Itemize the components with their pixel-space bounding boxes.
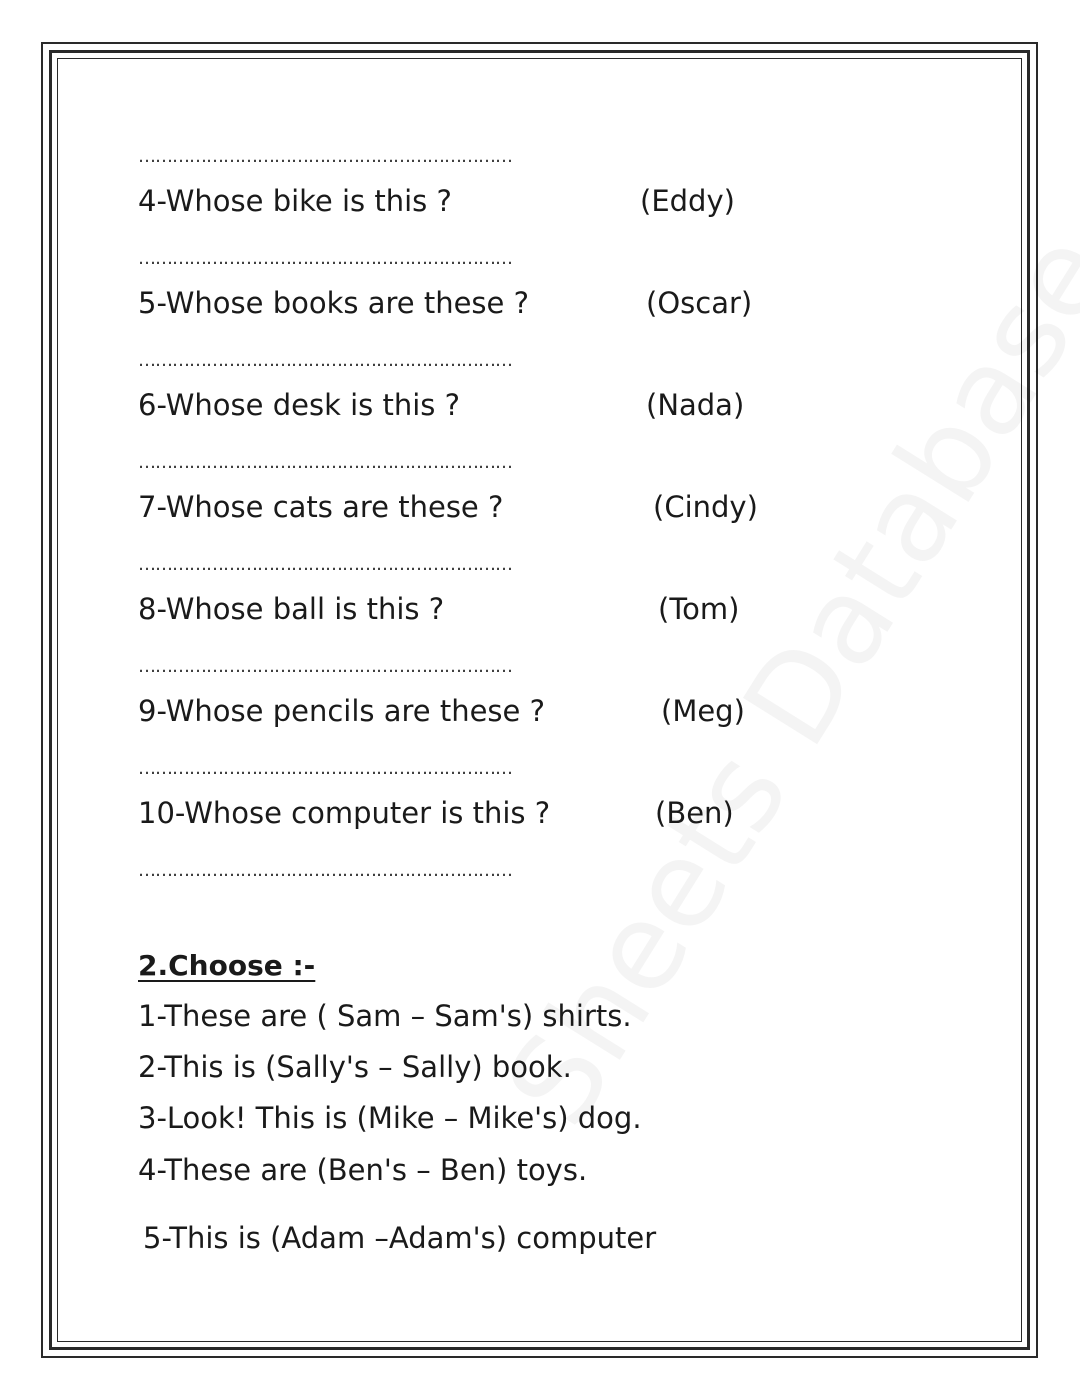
owner-name-6: (Nada) xyxy=(646,388,745,422)
owner-name-10: (Ben) xyxy=(655,796,734,830)
answer-line: ………………………………………………………… xyxy=(138,146,512,167)
question-5: 5-Whose books are these ? xyxy=(138,286,529,320)
question-7: 7-Whose cats are these ? xyxy=(138,490,504,524)
answer-line: ………………………………………………………… xyxy=(138,248,512,269)
answer-line: ………………………………………………………… xyxy=(138,860,512,881)
owner-name-7: (Cindy) xyxy=(653,490,758,524)
answer-line: ………………………………………………………… xyxy=(138,554,512,575)
owner-name-4: (Eddy) xyxy=(640,184,735,218)
section-title-choose: 2.Choose :- xyxy=(138,949,316,982)
answer-line: ………………………………………………………… xyxy=(138,656,512,677)
question-8: 8-Whose ball is this ? xyxy=(138,592,445,626)
question-9: 9-Whose pencils are these ? xyxy=(138,694,545,728)
owner-name-5: (Oscar) xyxy=(646,286,753,320)
owner-name-9: (Meg) xyxy=(661,694,745,728)
owner-name-8: (Tom) xyxy=(658,592,740,626)
question-10: 10-Whose computer is this ? xyxy=(138,796,551,830)
answer-line: ………………………………………………………… xyxy=(138,350,512,371)
question-4: 4-Whose bike is this ? xyxy=(138,184,452,218)
answer-line: ………………………………………………………… xyxy=(138,758,512,779)
choice-item: 5-This is (Adam –Adam's) computer xyxy=(143,1221,657,1255)
choice-item: 1-These are ( Sam – Sam's) shirts. xyxy=(138,999,632,1033)
choice-item: 3-Look! This is (Mike – Mike's) dog. xyxy=(138,1101,642,1135)
choice-item: 2-This is (Sally's – Sally) book. xyxy=(138,1050,572,1084)
choice-item: 4-These are (Ben's – Ben) toys. xyxy=(138,1153,588,1187)
question-6: 6-Whose desk is this ? xyxy=(138,388,460,422)
answer-line: ………………………………………………………… xyxy=(138,452,512,473)
